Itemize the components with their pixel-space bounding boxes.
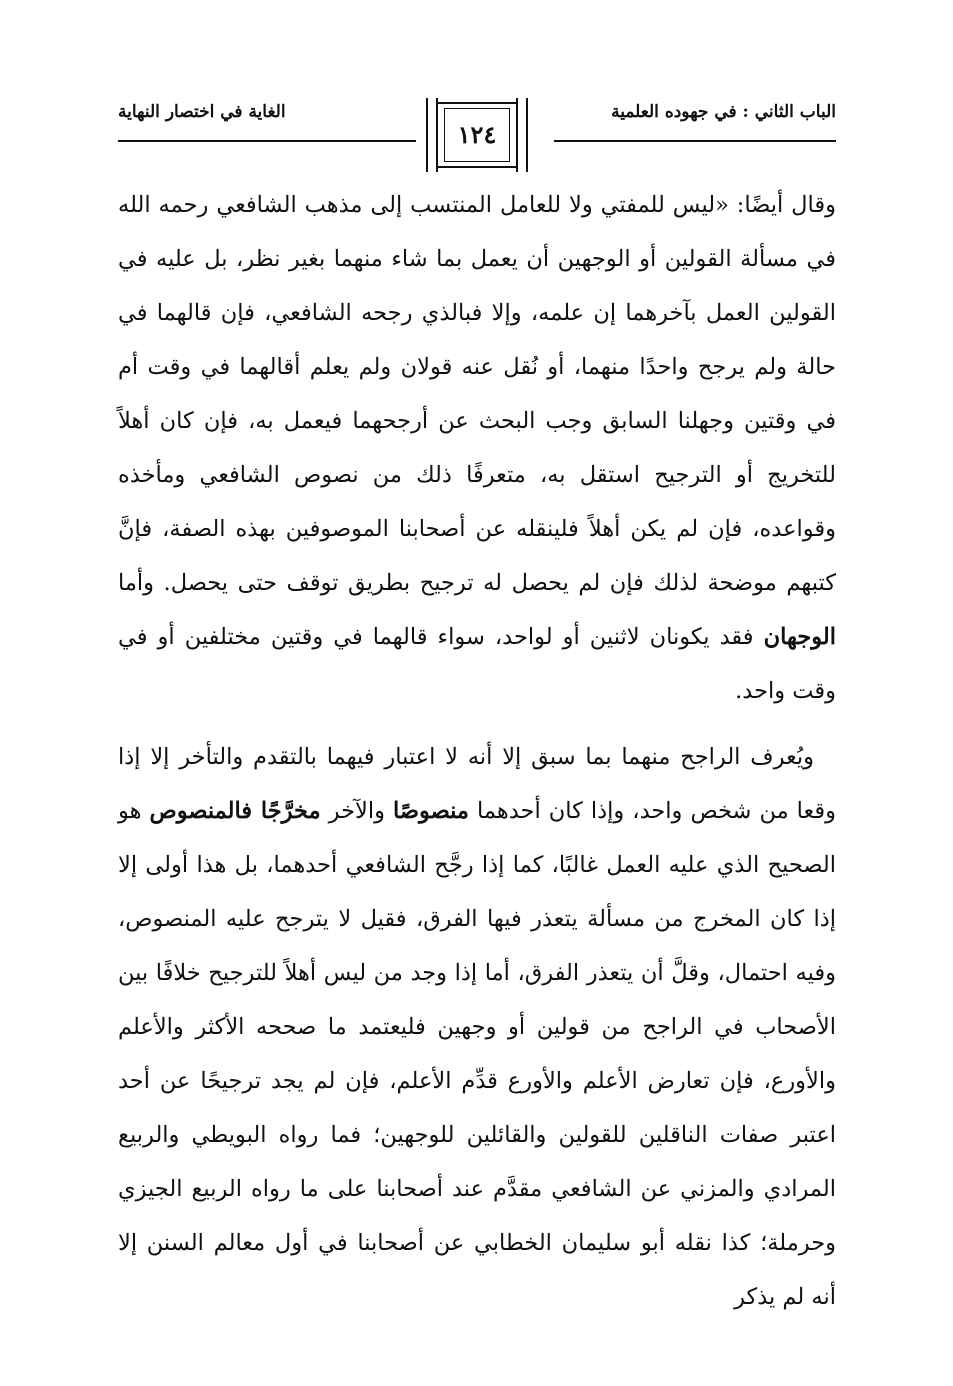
header-rule-right [554, 140, 836, 142]
text-run: هو الصحيح الذي عليه العمل غالبًا، كما إذا رجَّح الشافعي أحدهما، بل هذا أولى إلا إذا كان المخرج من مسألة يتعذر فيها الفرق، فقيل لا يترجح عليه المنصوص، وفيه احتمال، وقلَّ أن يتعذر الفرق، أما إذا وجد من ليس أهلاً للترجيح خلافًا بين الأصحاب في الراجح من قولين أو وجهين فليعتمد ما صححه الأكثر والأعلم والأورع، فإن تعارض الأعلم والأورع قدِّم الأعلم، فإن لم يجد ترجيحًا عن أحد اعتبر صفات الناقلين للقولين والقائلين للوجهين؛ فما رواه البويطي والربيع المرادي والمزني عن الشافعي مقدَّم عند أصحابنا على ما رواه الربيع الجيزي وحرملة؛ كذا نقله أبو سليمان الخطابي عن أصحابنا في أول معالم السنن إلا أنه لم يذكر [118, 798, 836, 1310]
running-header [118, 96, 836, 176]
paragraph [118, 178, 836, 718]
bold-term: مخرَّجًا فالمنصوص [149, 798, 321, 824]
chapter-title: الباب الثاني : في جهوده العلمية [611, 102, 836, 122]
text-run: ويُعرف الراجح منهما بما سبق إلا أنه لا اعتبار فيهما بالتقدم والتأخر إلا إذا وقعا من شخص واحد، وإذا كان أحدهما [118, 744, 836, 824]
text-run: والآخر [320, 798, 394, 824]
text-run: وقال أيضًا: «ليس للمفتي ولا للعامل المنتسب إلى مذهب الشافعي رحمه الله في مسألة القولين أو الوجهين أن يعمل بما شاء منهما بغير نظر، بل عليه في القولين العمل بآخرهما إن علمه، وإلا فبالذي رجحه الشافعي، فإن قالهما في حالة ولم يرجح واحدًا منهما، أو نُقل عنه قولان ولم يعلم أقالهما في وقت أم في وقتين وجهلنا السابق وجب البحث عن أرجحهما فيعمل به، فإن كان أهلاً للتخريج أو الترجيح استقل به، متعرفًا ذلك من نصوص الشافعي ومأخذه وقواعده، فإن لم يكن أهلاً فلينقله عن أصحابنا الموصوفين بهذه الصفة، فإنَّ كتبهم موضحة لذلك فإن لم يحصل له ترجيح بطريق توقف حتى يحصل. وأما [118, 192, 836, 596]
page-number: ١٢٤ [457, 120, 497, 149]
book-title: الغاية في اختصار النهاية [118, 102, 286, 122]
body-text [118, 178, 836, 1324]
text-run: فقد يكونان لاثنين أو لواحد، سواء قالهما في وقتين مختلفين أو في وقت واحد. [118, 624, 836, 704]
bold-term: منصوصًا [393, 798, 469, 824]
bold-term: الوجهان [763, 624, 836, 650]
page-number-frame [426, 102, 528, 168]
header-rule-left [118, 140, 416, 142]
paragraph [118, 730, 836, 1324]
